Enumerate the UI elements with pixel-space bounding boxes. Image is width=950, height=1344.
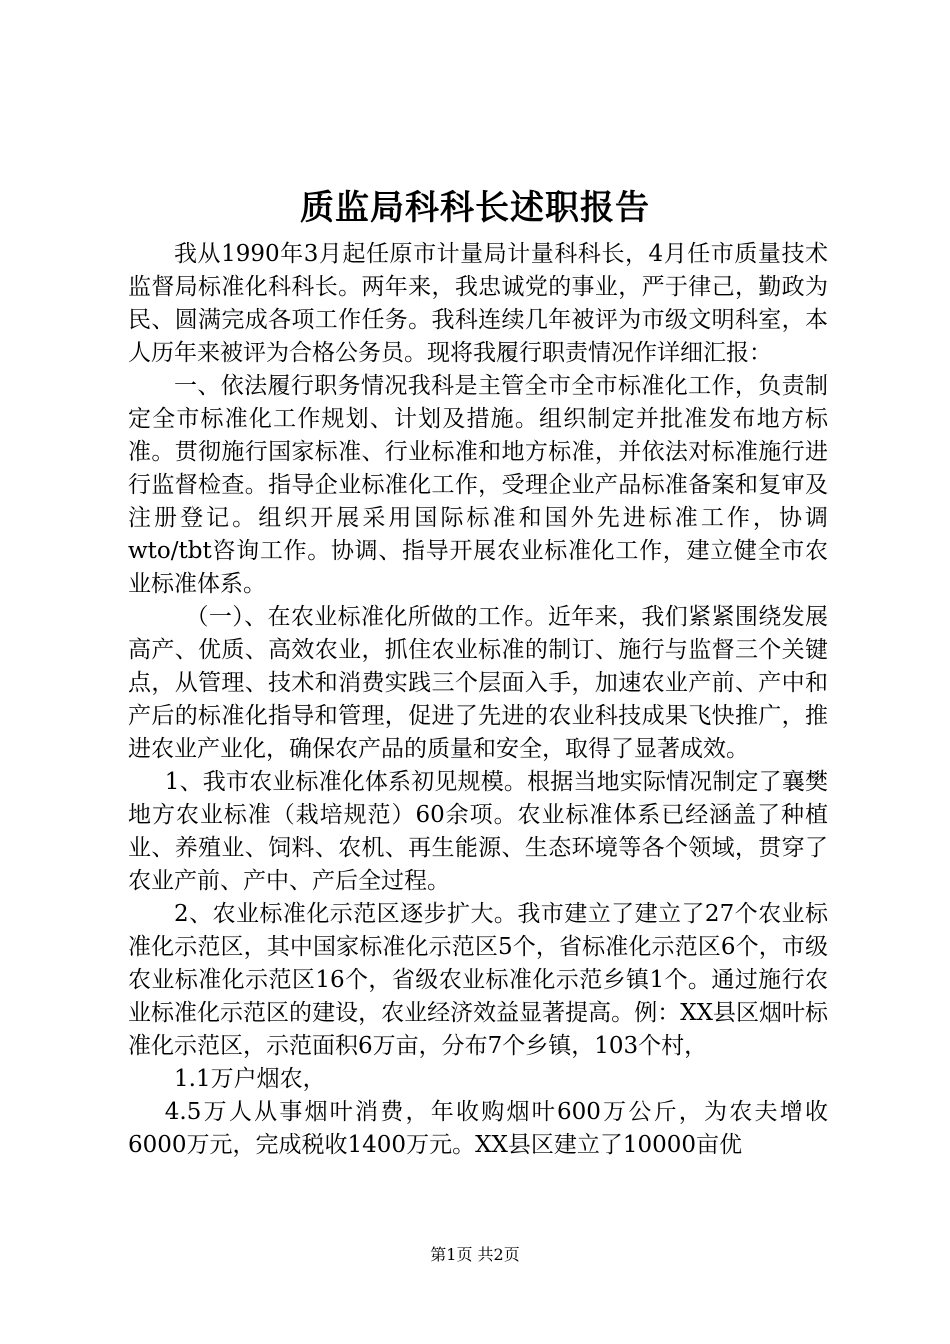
page-footer: 第1页 共2页 xyxy=(430,1245,520,1264)
document-title: 质监局科科长述职报告 xyxy=(300,188,650,228)
paragraph-intro: 我从1990年3月起任原市计量局计量科科长，4月任市质量技术监督局标准化科科长。两年来，我忠诚党的事业，严于律己，勤政为民、圆满完成各项工作任务。我科连续几年被评为市级文明科室，本人历年来被评为合格公务员。现将我履行职责情况作详细汇报： xyxy=(128,241,828,366)
paragraph-section-1: 一、依法履行职务情况我科是主管全市全市标准化工作，负责制定全市标准化工作规划、计划及措施。组织制定并批准发布地方标准。贯彻施行国家标准、行业标准和地方标准，并依法对标准施行进行监督检查。指导企业标准化工作，受理企业产品标准备案和复审及注册登记。组织开展采用国际标准和国外先进标准工作，协调wto/tbt咨询工作。协调、指导开展农业标准化工作，建立健全市农业标准体系。 xyxy=(128,373,828,597)
document-body xyxy=(128,238,828,1162)
paragraph-fragment-1: 1.1万户烟农， xyxy=(174,1066,326,1092)
paragraph-item-2: 2、农业标准化示范区逐步扩大。我市建立了建立了27个农业标准化示范区，其中国家标准化示范区5个，省标准化示范区6个，市级农业标准化示范区16个，省级农业标准化示范乡镇1个。通过施行农业标准化示范区的建设，农业经济效益显著提高。例：XX县区烟叶标准化示范区，示范面积6万亩，分布7个乡镇，103个村， xyxy=(128,901,828,1059)
paragraph-item-1: 1、我市农业标准化体系初见规模。根据当地实际情况制定了襄樊地方农业标准（栽培规范）60余项。农业标准体系已经涵盖了种植业、养殖业、饲料、农机、再生能源、生态环境等各个领域，贯穿了农业产前、产中、产后全过程。 xyxy=(128,769,828,894)
paragraph-subsection-1: （一）、在农业标准化所做的工作。近年来，我们紧紧围绕发展高产、优质、高效农业，抓住农业标准的制订、施行与监督三个关键点，从管理、技术和消费实践三个层面入手，加速农业产前、产中和产后的标准化指导和管理，促进了先进的农业科技成果飞快推广，推进农业产业化，确保农产品的质量和安全，取得了显著成效。 xyxy=(128,604,828,762)
paragraph-fragment-2: 4.5万人从事烟叶消费，年收购烟叶600万公斤，为农夫增收6000万元，完成税收1400万元。XX县区建立了10000亩优 xyxy=(128,1099,828,1158)
